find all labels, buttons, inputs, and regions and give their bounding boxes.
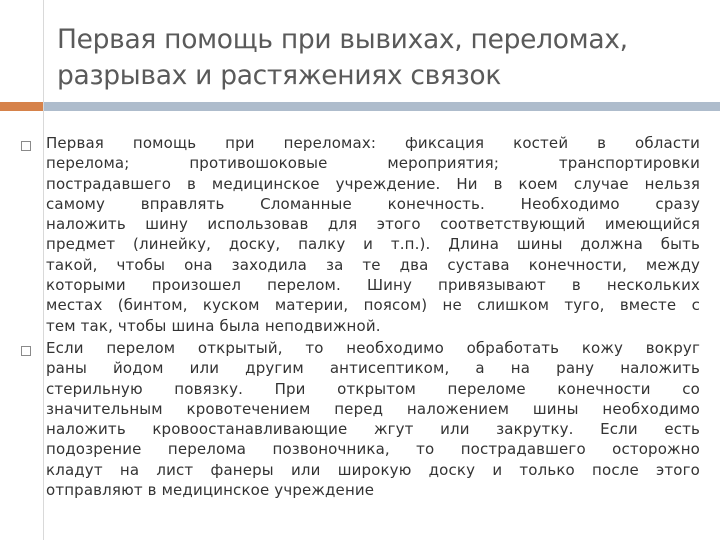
square-bullet-icon (21, 141, 31, 151)
slide-title-line: разрывах и растяжениях связок (57, 60, 502, 91)
bullet-item (20, 133, 700, 336)
bullet-text-line: отправляют в медицинское учреждение (46, 481, 375, 500)
bullet-text-line: местах (бинтом, куском материи, поясом) не слишком туго, вместе с (46, 296, 700, 315)
divider-accent (0, 102, 43, 111)
square-bullet-icon (21, 346, 31, 356)
bullet-text-line: такой, чтобы она заходила за те два сустава конечности, между (46, 255, 700, 274)
slide-title (57, 22, 697, 94)
bullet-text-line: пострадавшего в медицинское учреждение. Ни в коем случае нельзя (46, 174, 700, 193)
divider-bar (44, 102, 720, 111)
bullet-text-line: перелома; противошоковые мероприятия; транспортировки (46, 154, 700, 173)
bullet-text-line: наложить кровоостанавливающие жгут или закрутку. Если есть (46, 420, 700, 439)
bullet-text-line: Если перелом открытый, то необходимо обработать кожу вокруг (46, 338, 700, 357)
bullet-text-line: раны йодом или другим антисептиком, а на рану наложить (46, 359, 700, 378)
slide-content (20, 133, 700, 500)
bullet-text-line: наложить шину использовав для этого соответствующий имеющийся (46, 215, 700, 234)
bullet-text-line: Первая помощь при переломах: фиксация костей в области (46, 134, 700, 152)
bullet-text-line: кладут на лист фанеры или широкую доску и только после этого (46, 460, 700, 479)
bullet-text-line: стерильную повязку. При открытом переломе конечности со (46, 379, 700, 398)
bullet-item (20, 338, 700, 500)
bullet-text-line: самому вправлять Сломанные конечность. Необходимо сразу (46, 194, 700, 213)
slide-title-line: Первая помощь при вывихах, переломах, (57, 24, 628, 55)
bullet-text-line: предмет (линейку, доску, палку и т.п.). Длина шины должна быть (46, 235, 700, 254)
bullet-text-line: которыми произошел перелом. Шину привязывают в нескольких (46, 276, 700, 295)
bullet-text-line: значительным кровотечением перед наложением шины необходимо (46, 399, 700, 418)
bullet-text-line: тем так, чтобы шина была неподвижной. (46, 316, 381, 335)
bullet-text-line: подозрение перелома позвоночника, то пострадавшего осторожно (46, 440, 700, 459)
